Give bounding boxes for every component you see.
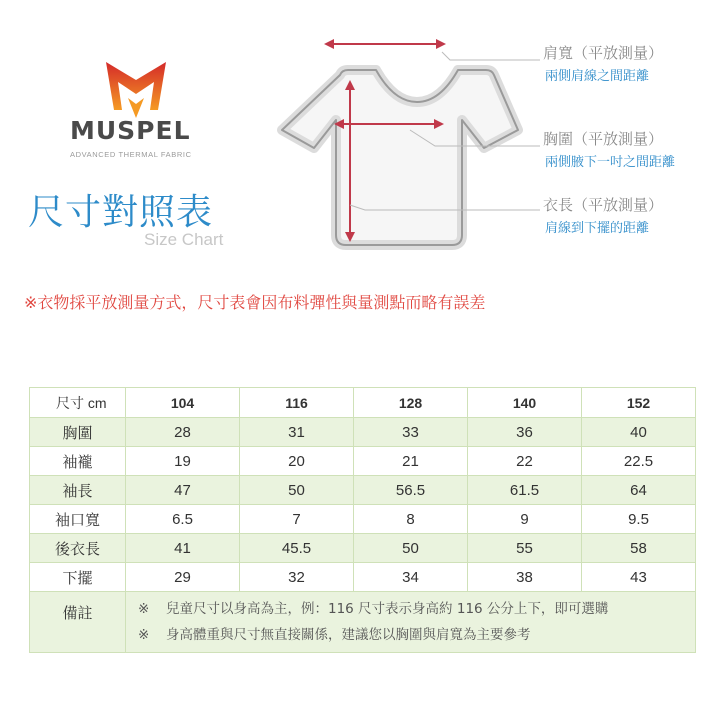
table-cell: 45.5 (240, 534, 354, 563)
legend-chest-desc: 兩側腋下一吋之間距離 (545, 155, 676, 170)
remark-text: 兒童尺寸以身高為主，例：116 尺寸表示身高約 116 公分上下，即可選購 (166, 601, 609, 617)
legend-shoulder-desc: 兩側肩線之間距離 (545, 69, 650, 84)
row-label: 袖長 (30, 476, 126, 505)
table-cell: 56.5 (354, 476, 468, 505)
table-cell: 28 (126, 418, 240, 447)
shirt-outline-icon (282, 70, 518, 245)
table-cell: 50 (240, 476, 354, 505)
brand-name: MUSPEL (70, 116, 191, 145)
page-subtitle: Size Chart (144, 230, 224, 249)
row-label: 下擺 (30, 563, 126, 592)
table-cell: 21 (354, 447, 468, 476)
table-cell: 9.5 (582, 505, 696, 534)
table-cell: 31 (240, 418, 354, 447)
table-cell: 29 (126, 563, 240, 592)
table-cell: 58 (582, 534, 696, 563)
table-row (30, 476, 696, 505)
table-cell: 55 (468, 534, 582, 563)
size-header: 116 (240, 388, 354, 418)
remark-line (126, 622, 695, 648)
table-row (30, 418, 696, 447)
row-label: 袖襱 (30, 447, 126, 476)
table-cell: 32 (240, 563, 354, 592)
shoulder-width-arrow (324, 39, 446, 49)
table-cell: 20 (240, 447, 354, 476)
page-title: 尺寸對照表 (28, 192, 214, 233)
table-cell: 64 (582, 476, 696, 505)
legend-length-desc: 肩線到下擺的距離 (545, 221, 650, 236)
muspel-logo-icon (104, 60, 168, 118)
size-table (29, 387, 696, 653)
shirt-diagram (270, 30, 550, 255)
table-cell: 22 (468, 447, 582, 476)
table-cell: 19 (126, 447, 240, 476)
table-cell: 43 (582, 563, 696, 592)
legend-shoulder-title: 肩寬（平放測量） (543, 44, 664, 62)
header-label: 尺寸 cm (30, 388, 126, 418)
size-header: 104 (126, 388, 240, 418)
table-cell: 36 (468, 418, 582, 447)
legend-length-title: 衣長（平放測量） (543, 196, 664, 214)
table-cell: 6.5 (126, 505, 240, 534)
table-cell: 22.5 (582, 447, 696, 476)
table-cell: 41 (126, 534, 240, 563)
remarks-row (30, 592, 696, 653)
table-cell: 61.5 (468, 476, 582, 505)
table-row (30, 447, 696, 476)
table-row (30, 563, 696, 592)
size-header: 128 (354, 388, 468, 418)
table-row (30, 534, 696, 563)
brand-tagline: ADVANCED THERMAL FABRIC (70, 150, 192, 159)
remark-text: 身高體重與尺寸無直接關係，建議您以胸圍與肩寬為主要參考 (166, 627, 531, 643)
table-cell: 9 (468, 505, 582, 534)
table-cell: 38 (468, 563, 582, 592)
measurement-note: ※衣物採平放測量方式，尺寸表會因布料彈性與量測點而略有誤差 (24, 293, 486, 312)
table-cell: 50 (354, 534, 468, 563)
remark-line (126, 596, 695, 622)
table-cell: 7 (240, 505, 354, 534)
table-header-row (30, 388, 696, 418)
remark-mark: ※ (138, 601, 150, 617)
table-row (30, 505, 696, 534)
remark-mark: ※ (138, 627, 150, 643)
row-label: 胸圍 (30, 418, 126, 447)
table-cell: 40 (582, 418, 696, 447)
table-cell: 47 (126, 476, 240, 505)
row-label: 袖口寬 (30, 505, 126, 534)
remarks-content (126, 592, 696, 653)
table-cell: 33 (354, 418, 468, 447)
size-header: 140 (468, 388, 582, 418)
size-header: 152 (582, 388, 696, 418)
legend-chest-title: 胸圍（平放測量） (543, 130, 664, 148)
table-cell: 8 (354, 505, 468, 534)
remarks-label: 備註 (30, 592, 126, 653)
table-cell: 34 (354, 563, 468, 592)
row-label: 後衣長 (30, 534, 126, 563)
